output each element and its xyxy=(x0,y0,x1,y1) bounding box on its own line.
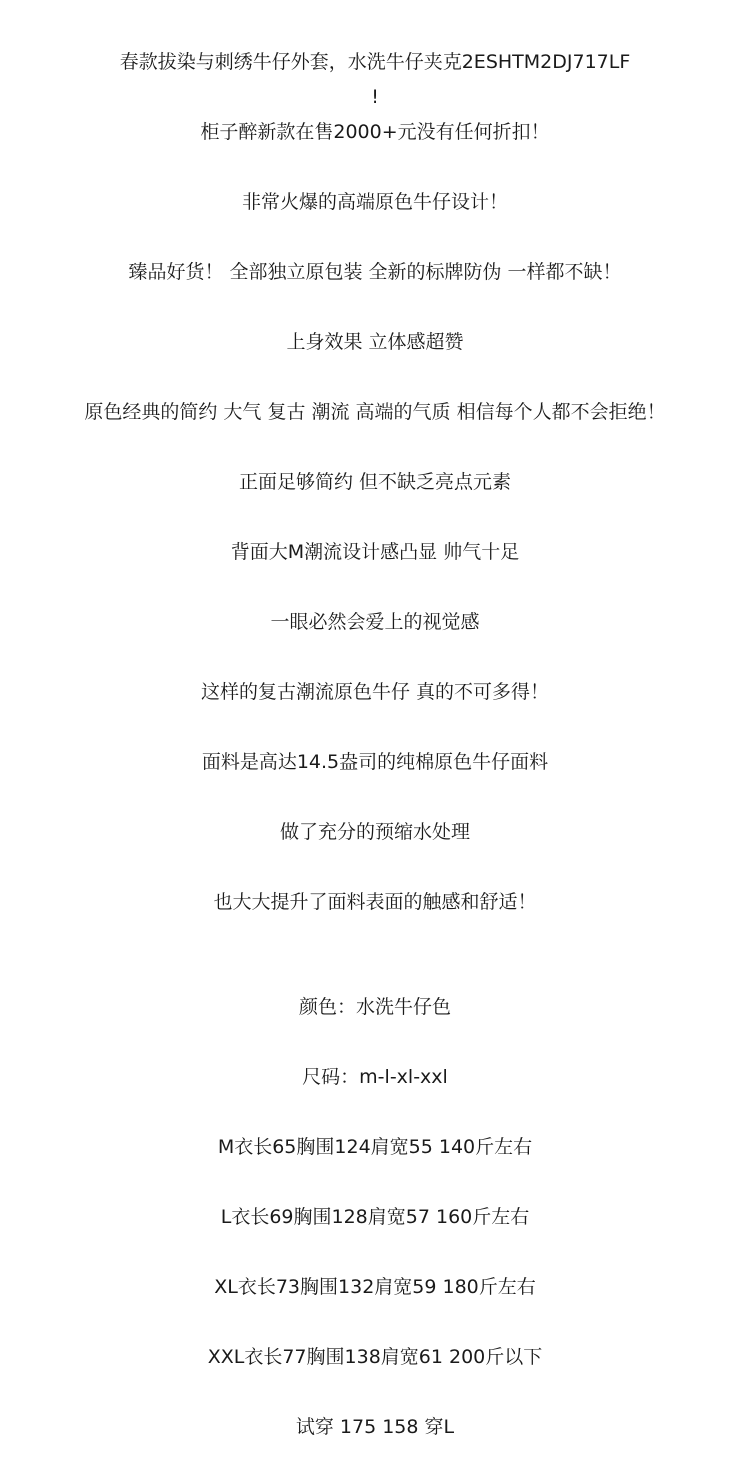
title-line-2: ! xyxy=(371,86,379,108)
description-line: 背面大M潮流设计感凸显 帅气十足 xyxy=(230,541,520,563)
size-row-xl: XL衣长73胸围132肩宽59 180斤左右 xyxy=(214,1276,536,1298)
size-spec: 尺码：m-l-xl-xxl xyxy=(302,1066,448,1088)
description-line: 臻品好货！ 全部独立原包装 全新的标牌防伪 一样都不缺！ xyxy=(128,261,622,283)
fitting-note: 试穿 175 158 穿L xyxy=(295,1416,455,1438)
description-line: 也大大提升了面料表面的触感和舒适！ xyxy=(213,891,537,913)
description-line: 柜子醉新款在售2000+元没有任何折扣！ xyxy=(200,121,550,143)
size-row-l: L衣长69胸围128肩宽57 160斤左右 xyxy=(220,1206,530,1228)
description-line: 非常火爆的高端原色牛仔设计！ xyxy=(241,191,508,213)
description-line: 这样的复古潮流原色牛仔 真的不可多得！ xyxy=(200,681,550,703)
description-line: 面料是高达14.5盎司的纯棉原色牛仔面料 xyxy=(201,751,549,773)
title-line-1: 春款拔染与刺绣牛仔外套，水洗牛仔夹克2ESHTM2DJ717LF xyxy=(119,51,631,73)
color-spec: 颜色：水洗牛仔色 xyxy=(298,996,451,1018)
size-row-m: M衣长65胸围124肩宽55 140斤左右 xyxy=(217,1136,533,1158)
description-line: 上身效果 立体感超赞 xyxy=(286,331,464,353)
size-row-xxl: XXL衣长77胸围138肩宽61 200斤以下 xyxy=(207,1346,543,1368)
description-line: 一眼必然会爱上的视觉感 xyxy=(270,611,480,633)
description-line: 原色经典的简约 大气 复古 潮流 高端的气质 相信每个人都不会拒绝！ xyxy=(84,401,666,423)
description-line: 做了充分的预缩水处理 xyxy=(279,821,470,843)
description-line: 正面足够简约 但不缺乏亮点元素 xyxy=(238,471,512,493)
